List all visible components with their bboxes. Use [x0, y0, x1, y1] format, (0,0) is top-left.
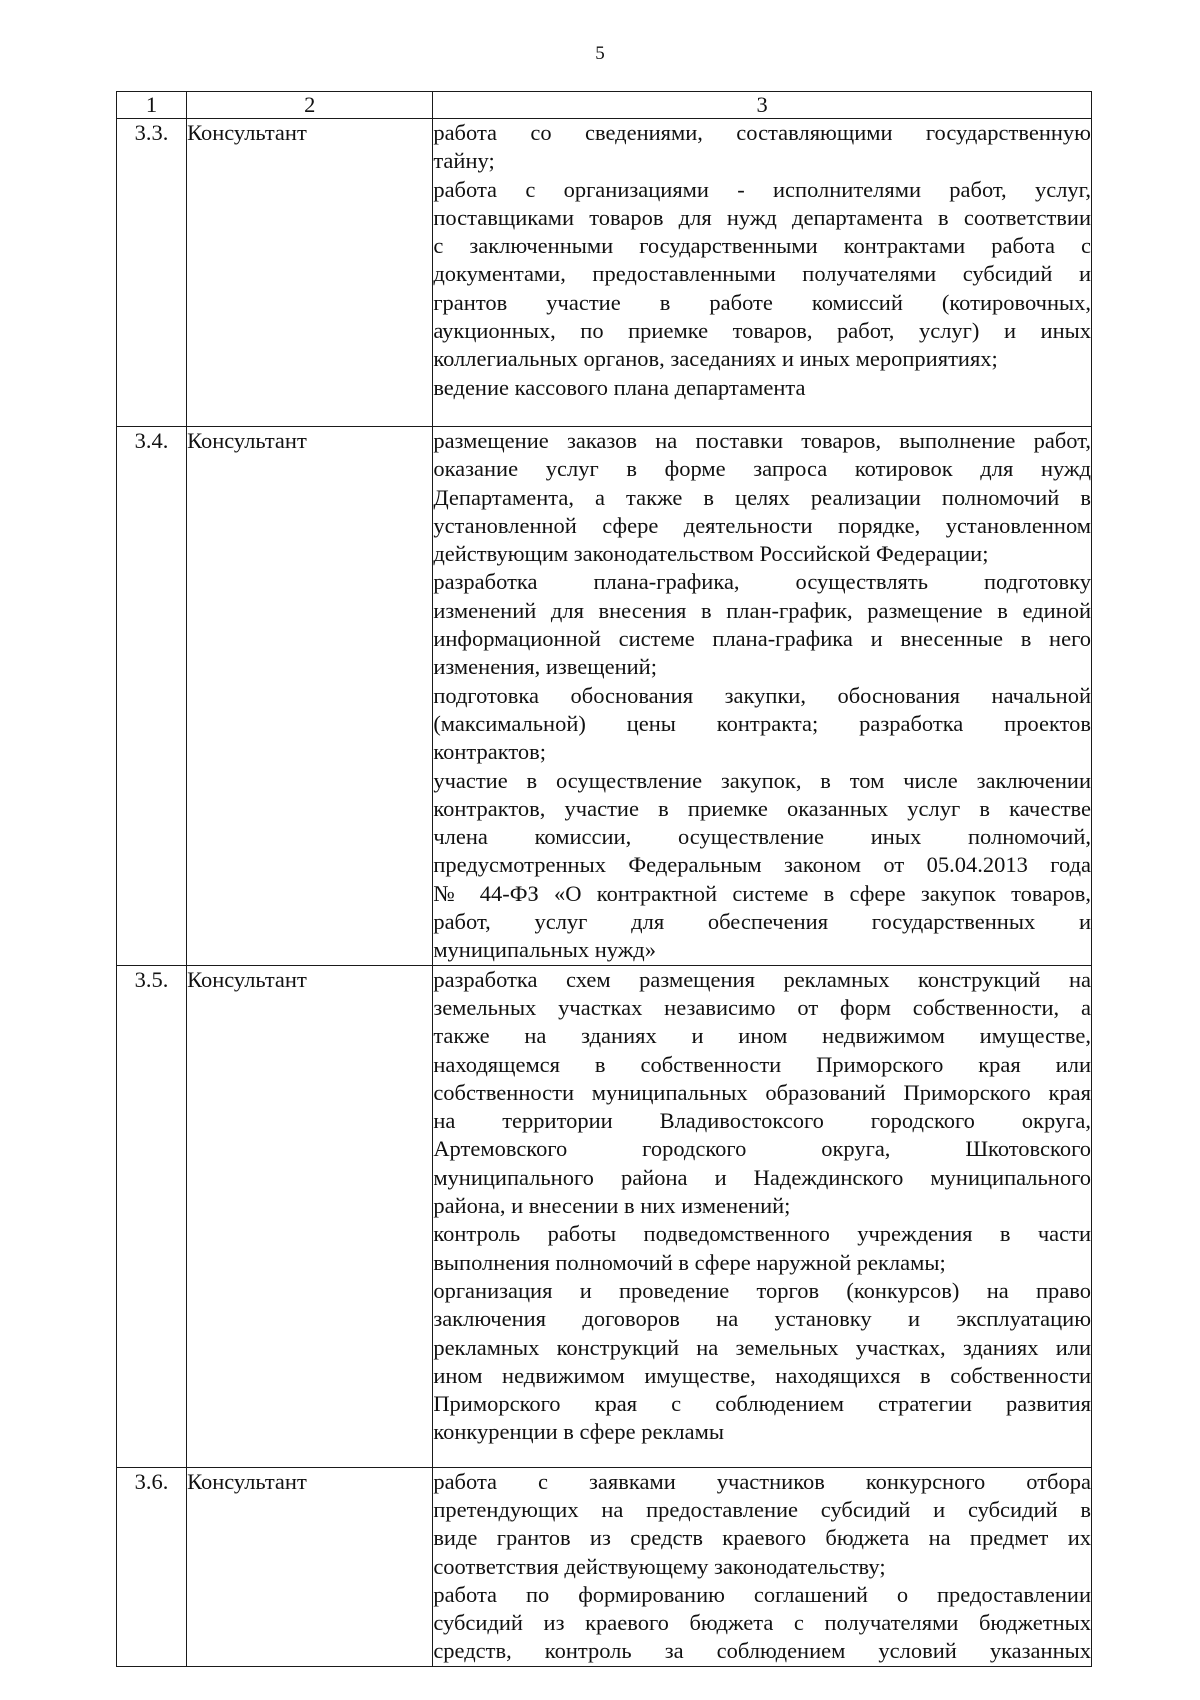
duties-cell [433, 119, 1092, 427]
duties-cell [433, 1467, 1092, 1666]
duty-text-line: (максимальной) цены контракта; разработка проектов [433, 710, 1091, 736]
duty-paragraph [433, 176, 1091, 374]
duty-paragraph [433, 119, 1091, 176]
duty-text-line: рекламных конструкций на земельных участках, зданиях или [433, 1334, 1091, 1360]
duty-paragraph [433, 568, 1091, 681]
row-number: 3.4. [117, 427, 187, 966]
header-col-2: 2 [187, 92, 433, 119]
duty-text-line: работа с заявками участников конкурсного отбора [433, 1468, 1091, 1494]
table-header-row [117, 92, 1092, 119]
duties-cell [433, 427, 1092, 966]
duty-paragraph [433, 682, 1091, 767]
duty-text-line: разработка схем размещения рекламных конструкций на [433, 966, 1091, 992]
duty-text-line: информационной системе плана-графика и внесенные в него [433, 626, 1091, 652]
duty-text-line: поставщиками товаров для нужд департамента в соответствии [433, 204, 1091, 230]
row-number: 3.3. [117, 119, 187, 427]
duty-text-line: предусмотренных Федеральным законом от 05.04.2013 года [433, 852, 1091, 878]
table-row [117, 965, 1092, 1467]
duty-text-line: документами, предоставленными получателями субсидий и [433, 261, 1091, 287]
duties-cell [433, 965, 1092, 1467]
duty-text-line: тайну; [433, 148, 495, 174]
duty-text-line: работа по формированию соглашений о предоставлении [433, 1581, 1091, 1607]
duty-text-line: действующим законодательством Российской Федерации; [433, 541, 989, 567]
duty-text-line: подготовка обоснования закупки, обоснования начальной [433, 682, 1091, 708]
duty-text-line: с заключенными государственными контрактами работа с [433, 233, 1091, 259]
duty-text-line: соответствия действующему законодательству; [433, 1553, 886, 1579]
header-col-3: 3 [433, 92, 1092, 119]
row-number: 3.5. [117, 965, 187, 1467]
duty-paragraph [433, 1277, 1091, 1447]
duty-text-line: земельных участках независимо от форм собственности, а [433, 994, 1091, 1020]
duty-text-line: № 44-ФЗ «О контрактной системе в сфере закупок товаров, [433, 880, 1091, 906]
duty-paragraph [433, 374, 1091, 402]
duties-table [116, 91, 1092, 1667]
duty-text-line: контрактов; [433, 739, 547, 765]
duty-text-line: субсидий из краевого бюджета с получателями бюджетных [433, 1610, 1091, 1636]
table-row [117, 119, 1092, 427]
header-col-1: 1 [117, 92, 187, 119]
duty-text-line: работа с организациями - исполнителями работ, услуг, [433, 176, 1091, 202]
duty-text-line: Артемовского городского округа, Шкотовского [433, 1136, 1091, 1162]
duty-text-line: члена комиссии, осуществление иных полномочий, [433, 824, 1091, 850]
position-title: Консультант [187, 427, 433, 966]
duty-text-line: виде грантов из средств краевого бюджета на предмет их [433, 1525, 1091, 1551]
duty-text-line: средств, контроль за соблюдением условий указанных [433, 1638, 1091, 1664]
duty-text-line: контроль работы подведомственного учреждения в части [433, 1221, 1091, 1247]
duty-text-line: установленной сфере деятельности порядке, установленном [433, 512, 1091, 538]
duty-paragraph [433, 427, 1091, 568]
duty-text-line: коллегиальных органов, заседаниях и иных мероприятиях; [433, 346, 998, 372]
duty-text-line: муниципального района и Надеждинского муниципального [433, 1164, 1091, 1190]
duty-text-line: организация и проведение торгов (конкурсов) на право [433, 1277, 1091, 1303]
duty-text-line: работа со сведениями, составляющими государственную [433, 120, 1091, 145]
position-title: Консультант [187, 1467, 433, 1666]
duty-text-line: района, и внесении в них изменений; [433, 1193, 791, 1219]
duty-text-line: Приморского края с соблюдением стратегии развития [433, 1391, 1091, 1417]
duty-text-line: на территории Владивостоксого городского округа, [433, 1108, 1091, 1134]
duty-text-line: работ, услуг для обеспечения государственных и [433, 909, 1091, 935]
duty-text-line: также на зданиях и ином недвижимом имуществе, [433, 1023, 1091, 1049]
duty-text-line: находящемся в собственности Приморского края или [433, 1051, 1091, 1077]
duty-paragraph [433, 966, 1091, 1221]
table-row [117, 1467, 1092, 1666]
duty-text-line: претендующих на предоставление субсидий и субсидий в [433, 1496, 1091, 1522]
duty-paragraph [433, 1468, 1091, 1581]
table-row [117, 427, 1092, 966]
duty-text-line: аукционных, по приемке товаров, работ, услуг) и иных [433, 318, 1091, 344]
duty-paragraph [433, 767, 1091, 965]
duty-text-line: муниципальных нужд» [433, 937, 656, 963]
duty-text-line: участие в осуществление закупок, в том числе заключении [433, 767, 1091, 793]
duty-text-line: Департамента, а также в целях реализации полномочий в [433, 484, 1091, 510]
duty-paragraph [433, 1581, 1091, 1666]
duty-text-line: ведение кассового плана департамента [433, 374, 806, 400]
duty-text-line: оказание услуг в форме запроса котировок для нужд [433, 456, 1091, 482]
duty-text-line: контрактов, участие в приемке оказанных услуг в качестве [433, 795, 1091, 821]
table-body [117, 119, 1092, 1667]
duty-text-line: заключения договоров на установку и эксплуатацию [433, 1306, 1091, 1332]
duty-text-line: собственности муниципальных образований Приморского края [433, 1079, 1091, 1105]
page-number: 5 [595, 43, 605, 64]
row-number: 3.6. [117, 1467, 187, 1666]
position-title: Консультант [187, 965, 433, 1467]
duty-text-line: изменений для внесения в план-график, размещение в единой [433, 597, 1091, 623]
duty-text-line: разработка плана-графика, осуществлять подготовку [433, 569, 1091, 595]
duty-text-line: грантов участие в работе комиссий (котировочных, [433, 289, 1091, 315]
duty-text-line: изменения, извещений; [433, 654, 657, 680]
duty-text-line: ином недвижимом имуществе, находящихся в собственности [433, 1362, 1091, 1388]
duty-text-line: размещение заказов на поставки товаров, выполнение работ, [433, 428, 1091, 453]
duty-paragraph [433, 1220, 1091, 1277]
duty-text-line: выполнения полномочий в сфере наружной рекламы; [433, 1249, 946, 1275]
duty-text-line: конкуренции в сфере рекламы [433, 1419, 724, 1445]
position-title: Консультант [187, 119, 433, 427]
